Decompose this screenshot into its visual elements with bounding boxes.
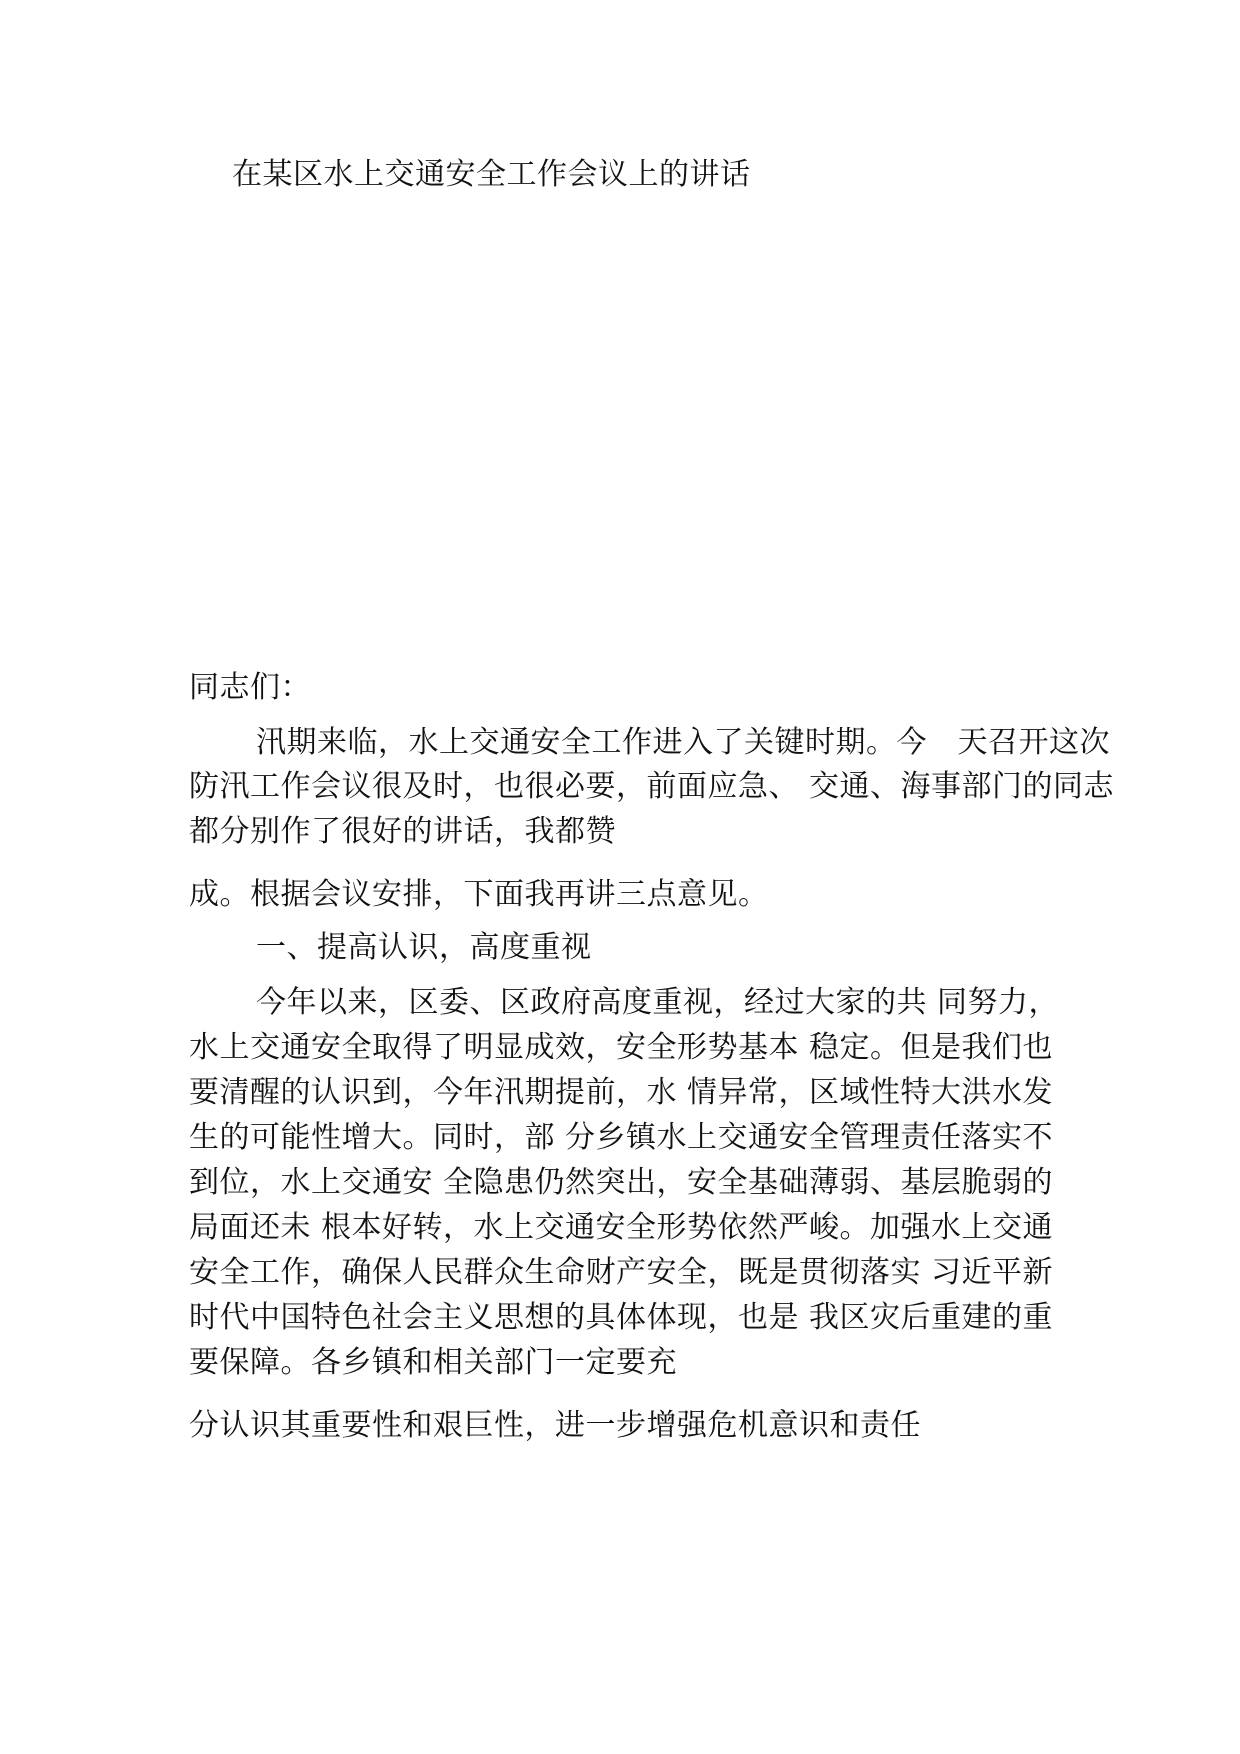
body-line: 分认识其重要性和艰巨性，进一步增强危机意识和责任 bbox=[189, 1408, 921, 1443]
salutation: 同志们： bbox=[189, 670, 311, 705]
body-line: 防汛工作会议很及时，也很必要，前面应急、 交通、海事部门的同志 bbox=[189, 769, 1115, 804]
body-line: 局面还未 根本好转，水上交通安全形势依然严峻。加强水上交通 bbox=[189, 1210, 1054, 1245]
body-line: 今年以来，区委、区政府高度重视，经过大家的共 同努力， bbox=[256, 985, 1060, 1020]
body-line: 生的可能性增大。同时，部 分乡镇水上交通安全管理责任落实不 bbox=[189, 1120, 1054, 1155]
body-line: 都分别作了很好的讲话，我都赞 bbox=[189, 814, 616, 849]
body-line: 要清醒的认识到，今年汛期提前，水 情异常，区域性特大洪水发 bbox=[189, 1075, 1054, 1110]
body-line: 时代中国特色社会主义思想的具体体现，也是 我区灾后重建的重 bbox=[189, 1300, 1054, 1335]
document-title: 在某区水上交通安全工作会议上的讲话 bbox=[232, 157, 751, 192]
body-line: 要保障。各乡镇和相关部门一定要充 bbox=[189, 1345, 677, 1380]
body-line: 成。根据会议安排，下面我再讲三点意见。 bbox=[189, 877, 769, 912]
section-heading: 一、提高认识，高度重视 bbox=[256, 930, 592, 965]
body-line: 到位，水上交通安 全隐患仍然突出，安全基础薄弱、基层脆弱的 bbox=[189, 1165, 1054, 1200]
body-line: 安全工作，确保人民群众生命财产安全，既是贯彻落实 习近平新 bbox=[189, 1255, 1054, 1290]
body-line: 水上交通安全取得了明显成效，安全形势基本 稳定。但是我们也 bbox=[189, 1030, 1054, 1065]
body-line: 汛期来临，水上交通安全工作进入了关键时期。今 天召开这次 bbox=[256, 725, 1110, 760]
